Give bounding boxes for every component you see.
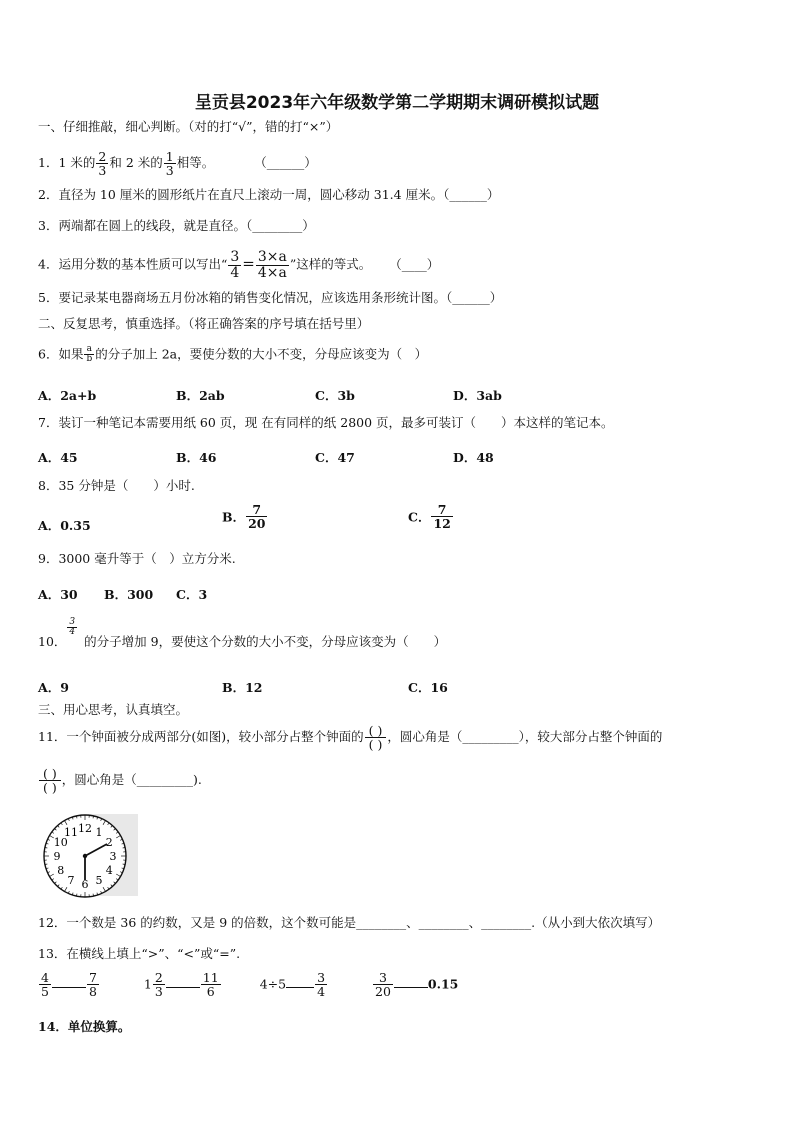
answer-blank[interactable] — [394, 987, 428, 988]
question-13: 13．在横线上填上“>”、“<”或“=”. — [38, 946, 241, 961]
option-a[interactable]: A．9 — [38, 680, 69, 695]
fraction: $\frac{3\times a}{4\times a}$ — [257, 249, 287, 281]
clock-number: 10 — [53, 836, 68, 849]
fraction: $\frac{7}{12}$ — [433, 502, 451, 532]
fraction: $\frac{7}{20}$ — [248, 502, 266, 532]
comparison-4: $\frac{3}{20}$ 0.15 — [375, 970, 459, 1000]
option-b[interactable]: B．2ab — [176, 388, 225, 403]
clock-center — [83, 854, 87, 858]
option-c[interactable]: C．3b — [315, 388, 355, 403]
question-12: 12．一个数是 36 的约数，又是 9 的倍数，这个数可能是________、________、________.（从小到大依次填写） — [38, 915, 661, 930]
fraction-blank[interactable]: $\frac{( )}{( )}$ — [365, 724, 387, 751]
section-1-heading: 一、仔细推敲，细心判断。（对的打“√”，错的打“×”） — [38, 119, 339, 134]
fraction: $\frac{3}{4}$ — [230, 249, 240, 281]
clock-number: 9 — [53, 850, 61, 863]
page-title: 呈贡县2023年六年级数学第二学期期末调研模拟试题 — [194, 93, 600, 113]
option-c[interactable]: C．47 — [315, 450, 355, 465]
option-a[interactable]: A．30 — [38, 587, 78, 602]
option-a[interactable]: A．2a+b — [38, 388, 97, 403]
answer-blank[interactable] — [52, 987, 86, 988]
clock-number: 8 — [57, 864, 65, 877]
section-2-heading: 二、反复思考，慎重选择。（将正确答案的序号填在括号里） — [38, 316, 370, 331]
clock-number: 1 — [95, 825, 103, 839]
option-b[interactable]: B．12 — [222, 680, 263, 695]
comparison-1: $\frac{4}{5}$ $\frac{7}{8}$ — [41, 970, 97, 1000]
question-9: 9．3000 毫升等于（ ）立方分米. — [38, 551, 236, 566]
question-7: 7．装订一种笔记本需要用纸 60 页，现 在有同样的纸 2800 页，最多可装订（ ）本这样的笔记本。 — [38, 415, 614, 430]
option-a[interactable]: A．45 — [38, 450, 78, 465]
option-c[interactable]: C．3 — [176, 587, 208, 602]
clock-number: 6 — [81, 878, 89, 891]
question-14: 14．单位换算。 — [38, 1019, 131, 1034]
clock-number: 5 — [95, 874, 103, 888]
option-a[interactable]: A．0.35 — [38, 518, 91, 533]
clock-number: 4 — [105, 864, 113, 877]
question-1: 1．1 米的 $\frac{2}{3}$ 和 2 米的 $\frac{1}{3}$ 相等。 （______） — [38, 149, 317, 179]
question-11-line-2: $\frac{( )}{( )}$ ，圆心角是（_________). — [38, 767, 202, 794]
clock-number: 2 — [105, 836, 113, 849]
clock-number: 3 — [109, 850, 117, 863]
question-8: 8．35 分钟是（ ）小时. — [38, 478, 195, 493]
comparison-3: 4÷5 $\frac{3}{4}$ — [259, 970, 326, 1000]
option-d[interactable]: D．3ab — [453, 388, 502, 403]
comparison-2: 1 $\frac{2}{3}$ $\frac{11}{6}$ — [143, 970, 219, 1000]
clock-number: 12 — [78, 822, 92, 835]
option-d[interactable]: D．48 — [453, 450, 494, 465]
option-c[interactable]: C． $\frac{7}{12}$ — [408, 502, 451, 532]
question-11-line-1: 11．一个钟面被分成两部分(如图)，较小部分占整个钟面的 $\frac{( )}{( )}$ ，圆心角是（_________），较大部分占整个钟面的 — [38, 723, 663, 753]
fraction: $\frac{a}{b}$ — [86, 344, 93, 365]
fraction-blank[interactable]: $\frac{( )}{( )}$ — [39, 767, 61, 794]
answer-blank[interactable] — [166, 987, 200, 988]
comparison-row — [38, 971, 458, 998]
fraction: $\frac{3}{4}$ — [69, 617, 76, 638]
option-b[interactable]: B． $\frac{7}{20}$ — [222, 502, 266, 532]
clock-face-figure — [38, 812, 140, 898]
section-3-heading: 三、用心思考，认真填空。 — [38, 702, 189, 717]
option-b[interactable]: B．46 — [176, 450, 217, 465]
clock-number: 7 — [67, 874, 75, 888]
answer-blank[interactable] — [286, 987, 314, 988]
fraction: $\frac{2}{3}$ — [98, 149, 107, 179]
answer-blank[interactable]: （______） — [254, 155, 317, 171]
answer-blank[interactable]: （____） — [389, 256, 440, 272]
question-10: 10． $\frac{3}{4}$ 的分子增加 9，要使这个分数的大小不变，分母应该变为（ ） — [38, 617, 447, 649]
question-4: 4．运用分数的基本性质可以写出“ $\frac{3}{4}$ = $\frac{3\times a}{4\times a}$ ”这样的等式。 （____） — [38, 249, 440, 281]
clock-number: 11 — [64, 825, 78, 839]
question-5: 5．要记录某电器商场五月份冰箱的销售变化情况，应该选用条形统计图。（______） — [38, 290, 503, 305]
option-c[interactable]: C．16 — [408, 680, 448, 695]
question-2: 2．直径为 10 厘米的圆形纸片在直尺上滚动一周，圆心移动 31.4 厘米。（______） — [38, 187, 500, 202]
option-b[interactable]: B．300 — [104, 587, 154, 602]
fraction: $\frac{1}{3}$ — [165, 149, 174, 179]
question-3: 3．两端都在圆上的线段，就是直径。（________） — [38, 218, 315, 233]
question-6: 6．如果 $\frac{a}{b}$ 的分子加上 2a，要使分数的大小不变，分母应该变为（ ） — [38, 344, 428, 365]
